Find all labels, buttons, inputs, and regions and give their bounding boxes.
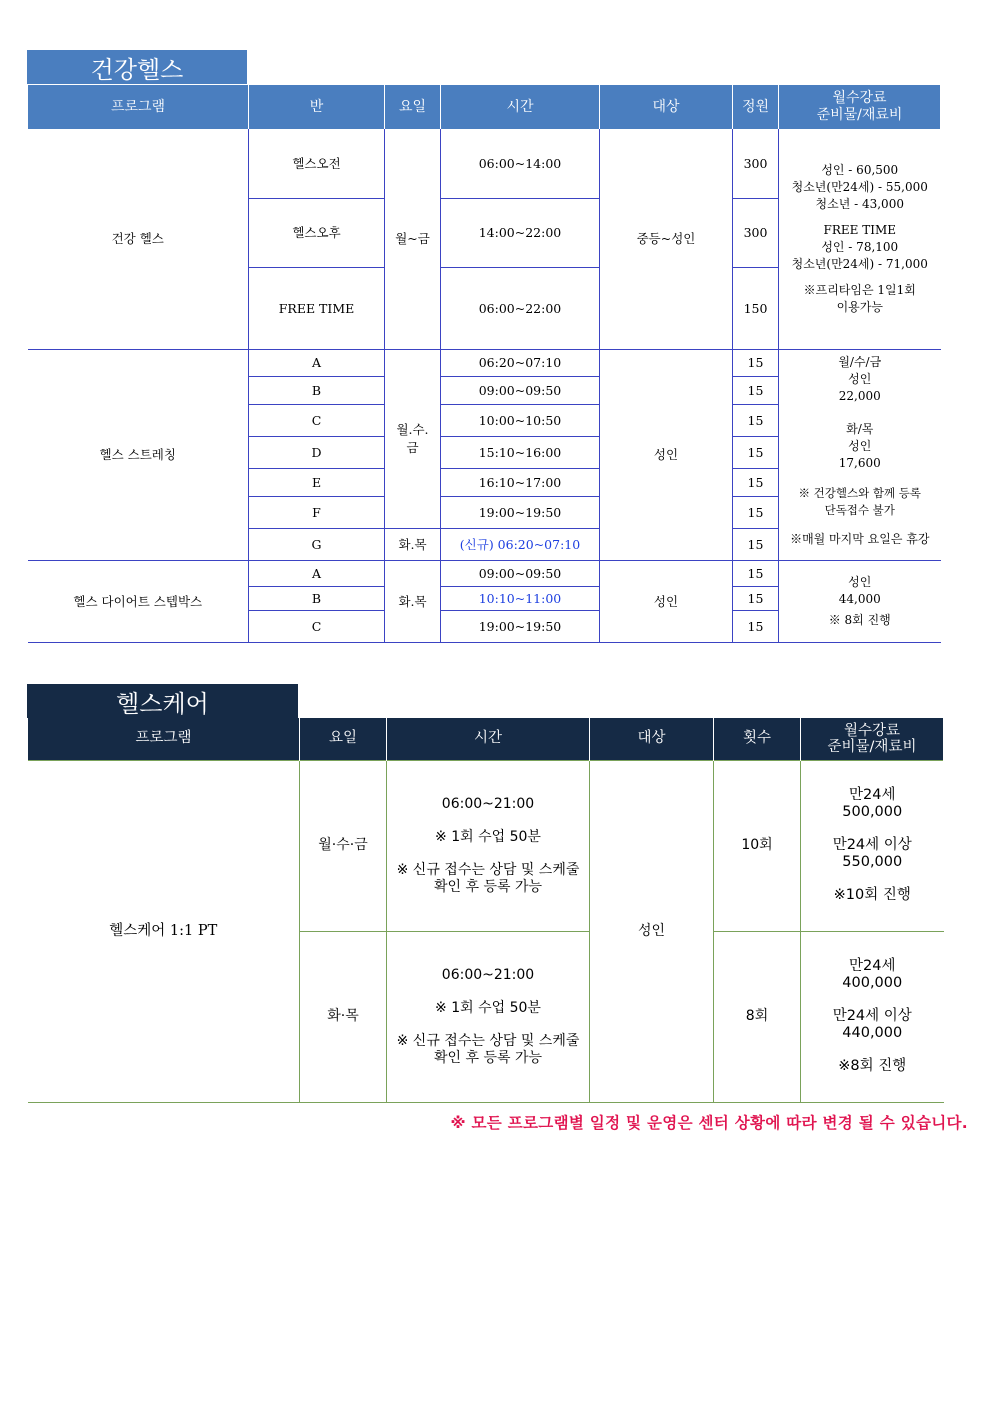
- fee-info: 만24세 500,000 만24세 이상 550,000 ※10회 진행: [801, 760, 944, 931]
- count: 10회: [714, 760, 801, 931]
- target: 성인: [600, 560, 733, 642]
- fee-info: 월/수/금 성인 22,000 화/목 성인 17,600 ※ 건강헬스와 함께 등록 단독접수 불가 ※매월 마지막 요일은 휴강: [779, 349, 941, 560]
- time: 19:00~19:50: [441, 610, 600, 642]
- time-info: 06:00~21:00 ※ 1회 수업 50분 ※ 신규 접수는 상담 및 스케줄 확인 후 등록 가능: [387, 760, 590, 931]
- days: 화.목: [385, 528, 441, 560]
- count: 8회: [714, 931, 801, 1102]
- program-name: 건강 헬스: [28, 129, 249, 349]
- class-name: G: [249, 528, 385, 560]
- days: 월~금: [385, 129, 441, 349]
- time: 16:10~17:00: [441, 468, 600, 496]
- capacity: 15: [733, 404, 779, 436]
- header-fee: 월수강료 준비물/재료비: [779, 85, 941, 129]
- header-capacity: 정원: [733, 85, 779, 129]
- program-name: 헬스 다이어트 스텝박스: [28, 560, 249, 642]
- target: 중등~성인: [600, 129, 733, 349]
- table-row: [28, 760, 944, 931]
- healthcare-schedule-table: [27, 718, 944, 1103]
- time: 06:00~14:00: [441, 129, 600, 198]
- capacity: 300: [733, 198, 779, 267]
- fee-info: 성인 - 60,500 청소년(만24세) - 55,000 청소년 - 43,000 FREE TIME 성인 - 78,100 청소년(만24세) - 71,000 ※프리타임은 1일1회 이용가능: [779, 129, 941, 349]
- table-row: [28, 349, 941, 376]
- program-name: 헬스 스트레칭: [28, 349, 249, 560]
- header-time: 시간: [387, 718, 590, 760]
- footer-notice: ※ 모든 프로그램별 일정 및 운영은 센터 상황에 따라 변경 될 수 있습니다.: [450, 1114, 968, 1132]
- capacity: 15: [733, 376, 779, 404]
- table-row: [28, 129, 941, 198]
- class-name: B: [249, 376, 385, 404]
- fee-info: 성인 44,000 ※ 8회 진행: [779, 560, 941, 642]
- target: 성인: [600, 349, 733, 560]
- time: (신규) 06:20~07:10: [441, 528, 600, 560]
- header-fee: 월수강료 준비물/재료비: [801, 718, 944, 760]
- capacity: 15: [733, 436, 779, 468]
- time: 14:00~22:00: [441, 198, 600, 267]
- header-days: 요일: [300, 718, 387, 760]
- capacity: 150: [733, 267, 779, 349]
- header-program: 프로그램: [28, 718, 300, 760]
- capacity: 15: [733, 560, 779, 586]
- class-name: E: [249, 468, 385, 496]
- header-days: 요일: [385, 85, 441, 129]
- class-name: 헬스오전: [249, 129, 385, 198]
- capacity: 15: [733, 349, 779, 376]
- class-name: D: [249, 436, 385, 468]
- class-name: FREE TIME: [249, 267, 385, 349]
- time: 10:00~10:50: [441, 404, 600, 436]
- header-program: 프로그램: [28, 85, 249, 129]
- capacity: 15: [733, 610, 779, 642]
- capacity: 15: [733, 528, 779, 560]
- header-time: 시간: [441, 85, 600, 129]
- section1-title: 건강헬스: [27, 50, 247, 84]
- days: 화·목: [300, 931, 387, 1102]
- class-name: C: [249, 404, 385, 436]
- time: 09:00~09:50: [441, 560, 600, 586]
- header-count: 횟수: [714, 718, 801, 760]
- class-name: F: [249, 496, 385, 528]
- health-schedule-table: [27, 85, 941, 643]
- section2-title: 헬스케어: [27, 684, 298, 718]
- class-name: A: [249, 560, 385, 586]
- time: 09:00~09:50: [441, 376, 600, 404]
- time: 10:10~11:00: [441, 586, 600, 610]
- time: 19:00~19:50: [441, 496, 600, 528]
- time: 06:20~07:10: [441, 349, 600, 376]
- header-target: 대상: [590, 718, 714, 760]
- days: 화.목: [385, 560, 441, 642]
- class-name: C: [249, 610, 385, 642]
- capacity: 15: [733, 468, 779, 496]
- program-name: 헬스케어 1:1 PT: [28, 760, 300, 1102]
- days: 월·수·금: [300, 760, 387, 931]
- capacity: 300: [733, 129, 779, 198]
- table-header-row: [28, 718, 944, 760]
- table-row: [28, 560, 941, 586]
- fee-info: 만24세 400,000 만24세 이상 440,000 ※8회 진행: [801, 931, 944, 1102]
- header-target: 대상: [600, 85, 733, 129]
- table-header-row: [28, 85, 941, 129]
- time-info: 06:00~21:00 ※ 1회 수업 50분 ※ 신규 접수는 상담 및 스케줄 확인 후 등록 가능: [387, 931, 590, 1102]
- class-name: B: [249, 586, 385, 610]
- class-name: 헬스오후: [249, 198, 385, 267]
- header-class: 반: [249, 85, 385, 129]
- time: 06:00~22:00: [441, 267, 600, 349]
- target: 성인: [590, 760, 714, 1102]
- capacity: 15: [733, 496, 779, 528]
- class-name: A: [249, 349, 385, 376]
- time: 15:10~16:00: [441, 436, 600, 468]
- capacity: 15: [733, 586, 779, 610]
- days: 월.수.금: [385, 349, 441, 528]
